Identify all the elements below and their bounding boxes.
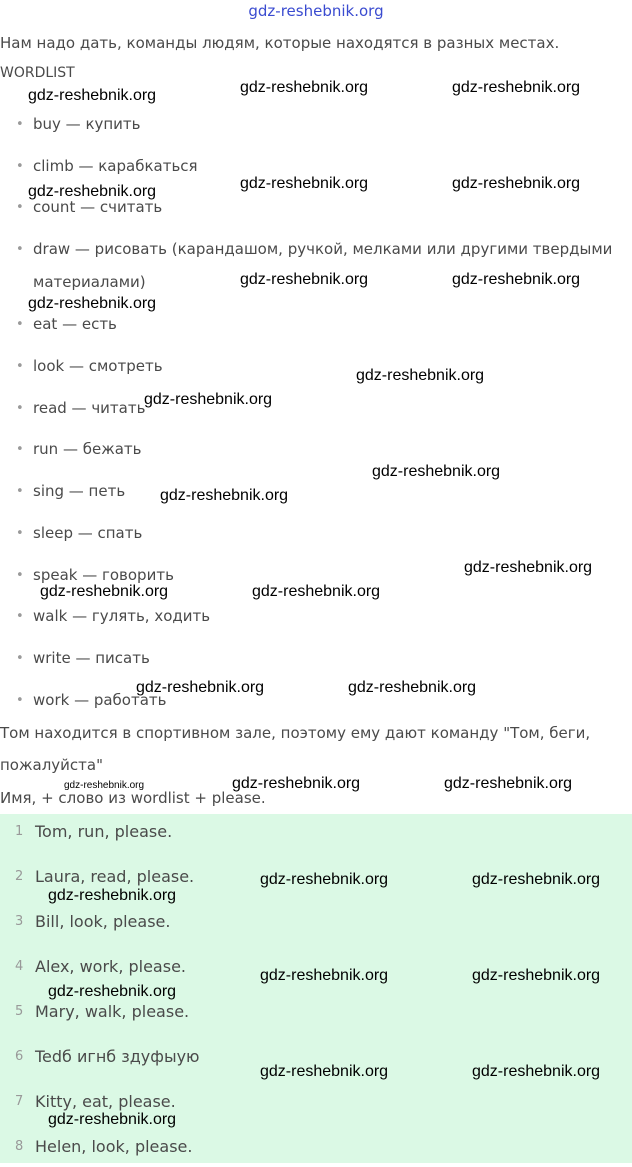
- list-item: [16, 108, 621, 141]
- bullet-icon: •: [16, 200, 24, 215]
- word-text: sing — петь: [33, 482, 126, 500]
- watermark: gdz-reshebnik.org: [372, 463, 501, 480]
- answer-number: 4: [15, 959, 24, 974]
- list-item: [16, 350, 621, 383]
- list-item: [16, 475, 621, 508]
- watermark: gdz-reshebnik.org: [28, 183, 157, 200]
- word-text: eat — есть: [33, 315, 117, 333]
- intro-text: Нам надо дать, команды людям, которые находятся в разных местах.: [0, 34, 560, 52]
- answer-number: 2: [15, 869, 24, 884]
- watermark: gdz-reshebnik.org: [452, 271, 581, 288]
- list-item: [16, 233, 621, 266]
- answer-text: Tom, run, please.: [35, 822, 173, 841]
- answer-text: Bill, look, please.: [35, 912, 171, 931]
- bullet-icon: •: [16, 317, 24, 332]
- word-text: draw — рисовать (карандашом, ручкой, мелками или другими твердыми: [33, 240, 613, 258]
- word-text: sleep — спать: [33, 524, 143, 542]
- word-text: count — считать: [33, 198, 163, 216]
- answer-text: Helen, look, please.: [35, 1137, 193, 1156]
- answer-text: Laura, read, please.: [35, 867, 195, 886]
- bullet-icon: •: [16, 526, 24, 541]
- answer-number: 1: [15, 824, 24, 839]
- watermark: gdz-reshebnik.org: [144, 391, 273, 408]
- watermark: gdz-reshebnik.org: [136, 679, 265, 696]
- word-text: walk — гулять, ходить: [33, 607, 211, 625]
- list-item: [16, 392, 621, 425]
- answer-number: 5: [15, 1004, 24, 1019]
- answer-text: Mary, walk, please.: [35, 1002, 190, 1021]
- bullet-icon: •: [16, 159, 24, 174]
- watermark: gdz-reshebnik.org: [260, 967, 389, 984]
- bullet-icon: •: [16, 117, 24, 132]
- watermark: gdz-reshebnik.org: [356, 367, 485, 384]
- watermark: gdz-reshebnik.org: [232, 775, 361, 792]
- word-text: материалами): [33, 273, 146, 291]
- bullet-icon: •: [16, 401, 24, 416]
- bullet-icon: •: [16, 359, 24, 374]
- formula-text: Имя, + слово из wordlist + please.: [0, 789, 266, 807]
- watermark: gdz-reshebnik.org: [40, 583, 169, 600]
- word-text: look — смотреть: [33, 357, 163, 375]
- answer-number: 7: [15, 1094, 24, 1109]
- list-item: [16, 517, 621, 550]
- watermark: gdz-reshebnik.org: [28, 87, 157, 104]
- list-item: [16, 600, 621, 633]
- watermark: gdz-reshebnik.org: [160, 487, 289, 504]
- answer-text: Tedб игнб здуфыую: [35, 1047, 200, 1066]
- word-text: climb — карабкаться: [33, 157, 198, 175]
- bullet-icon: •: [16, 651, 24, 666]
- watermark: gdz-reshebnik.org: [252, 583, 381, 600]
- list-item: [16, 684, 621, 717]
- explanation-line: пожалуйста": [0, 756, 103, 774]
- wordlist-title: WORDLIST: [0, 65, 75, 81]
- word-text: write — писать: [33, 649, 150, 667]
- word-text: run — бежать: [33, 440, 142, 458]
- watermark: gdz-reshebnik.org: [48, 1111, 177, 1128]
- answer-number: 6: [15, 1049, 24, 1064]
- word-text: work — работать: [33, 691, 167, 709]
- watermark: gdz-reshebnik.org: [452, 79, 581, 96]
- watermark: gdz-reshebnik.org: [64, 780, 145, 791]
- explanation-line: Том находится в спортивном зале, поэтому ему дают команду "Том, беги,: [0, 724, 591, 742]
- bullet-icon: •: [16, 442, 24, 457]
- bullet-icon: •: [16, 609, 24, 624]
- list-item: [16, 433, 621, 466]
- watermark: gdz-reshebnik.org: [240, 79, 369, 96]
- word-text: buy — купить: [33, 115, 141, 133]
- watermark: gdz-reshebnik.org: [444, 775, 573, 792]
- answer-number: 3: [15, 914, 24, 929]
- answer-text: Kitty, eat, please.: [35, 1092, 176, 1111]
- watermark: gdz-reshebnik.org: [240, 271, 369, 288]
- watermark: gdz-reshebnik.org: [472, 967, 601, 984]
- site-header-link[interactable]: gdz-reshebnik.org: [248, 2, 384, 20]
- word-text: read — читать: [33, 399, 146, 417]
- answer-number: 8: [15, 1139, 24, 1154]
- watermark: gdz-reshebnik.org: [348, 679, 477, 696]
- answer-text: Alex, work, please.: [35, 957, 186, 976]
- watermark: gdz-reshebnik.org: [472, 1063, 601, 1080]
- watermark: gdz-reshebnik.org: [240, 175, 369, 192]
- watermark: gdz-reshebnik.org: [464, 559, 593, 576]
- watermark: gdz-reshebnik.org: [452, 175, 581, 192]
- bullet-icon: •: [16, 242, 24, 257]
- bullet-icon: •: [16, 693, 24, 708]
- word-text: speak — говорить: [33, 566, 174, 584]
- bullet-icon: •: [16, 484, 24, 499]
- list-item: [16, 642, 621, 675]
- watermark: gdz-reshebnik.org: [260, 1063, 389, 1080]
- watermark: gdz-reshebnik.org: [260, 871, 389, 888]
- watermark: gdz-reshebnik.org: [28, 295, 157, 312]
- watermark: gdz-reshebnik.org: [48, 887, 177, 904]
- watermark: gdz-reshebnik.org: [472, 871, 601, 888]
- bullet-icon: •: [16, 568, 24, 583]
- watermark: gdz-reshebnik.org: [48, 983, 177, 1000]
